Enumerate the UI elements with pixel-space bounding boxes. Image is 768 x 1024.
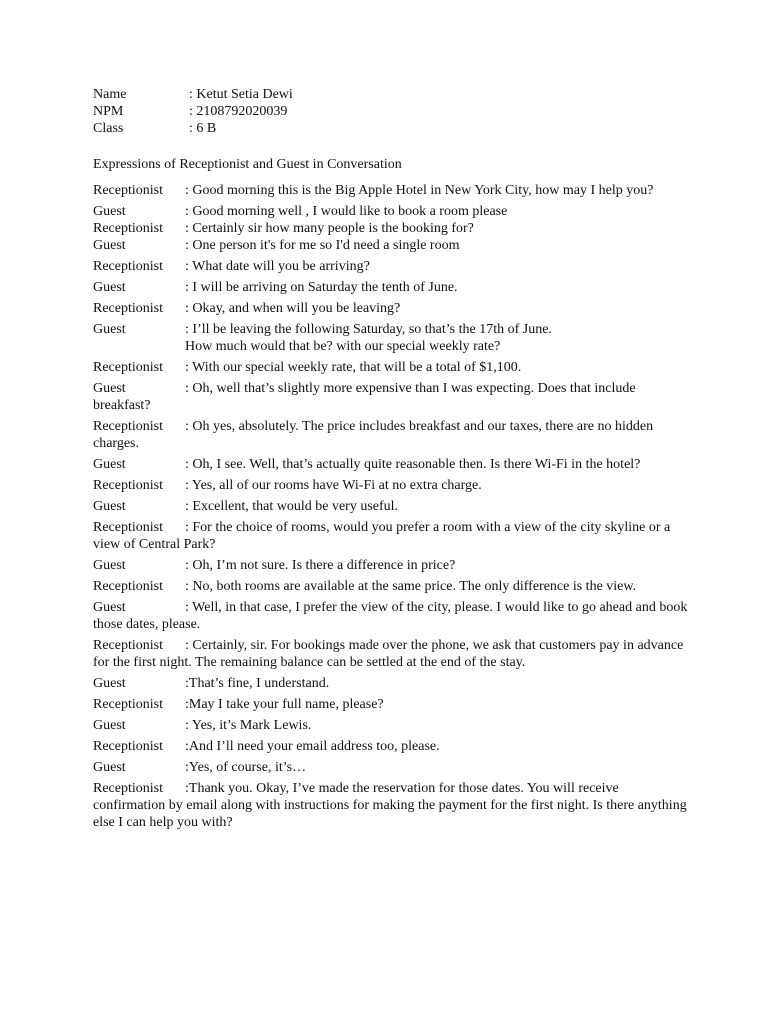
speaker-label: Guest xyxy=(93,322,126,337)
utterance-text: : With our special weekly rate, that will be a total of $1,100. xyxy=(185,360,522,375)
dialogue-turn xyxy=(93,182,693,199)
speaker-label: Guest xyxy=(93,558,126,573)
speaker-label: Receptionist xyxy=(93,739,163,754)
utterance-text: : Certainly sir how many people is the booking for? xyxy=(185,221,474,236)
npm-value: : 2108792020039 xyxy=(189,104,288,119)
speaker-label: Receptionist xyxy=(93,781,163,796)
dialogue-turn xyxy=(93,738,693,755)
dialogue-turn xyxy=(93,759,693,776)
speaker-label: Receptionist xyxy=(93,183,163,198)
conversation xyxy=(93,182,693,831)
utterance-text: : Oh yes, absolutely. The price includes breakfast and our taxes, there are no hidden charges. xyxy=(93,419,654,451)
utterance-continuation: How much would that be? with our special weekly rate? xyxy=(185,339,501,354)
speaker-label: Receptionist xyxy=(93,360,163,375)
speaker-label: Receptionist xyxy=(93,579,163,594)
dialogue-turn xyxy=(93,220,693,237)
utterance-text: : Good morning well , I would like to book a room please xyxy=(185,204,508,219)
utterance-text: : Oh, I’m not sure. Is there a difference in price? xyxy=(185,558,456,573)
speaker-label: Receptionist xyxy=(93,259,163,274)
utterance-text: :That’s fine, I understand. xyxy=(185,676,330,691)
dialogue-turn xyxy=(93,578,693,595)
npm-label: NPM xyxy=(93,104,124,119)
utterance-text: : Oh, well that’s slightly more expensive than I was expecting. Does that include breakfast? xyxy=(93,381,636,413)
dialogue-turn xyxy=(93,418,693,452)
dialogue-turn xyxy=(93,258,693,275)
name-row xyxy=(93,86,693,103)
utterance-text: : No, both rooms are available at the same price. The only difference is the view. xyxy=(185,579,637,594)
npm-row xyxy=(93,103,693,120)
speaker-label: Guest xyxy=(93,204,126,219)
utterance-text: :May I take your full name, please? xyxy=(185,697,384,712)
class-label: Class xyxy=(93,121,124,136)
speaker-label: Guest xyxy=(93,280,126,295)
utterance-text: :And I’ll need your email address too, please. xyxy=(185,739,440,754)
class-row xyxy=(93,120,693,137)
dialogue-turn xyxy=(93,675,693,692)
dialogue-turn xyxy=(93,780,693,831)
speaker-label: Receptionist xyxy=(93,221,163,236)
dialogue-turn xyxy=(93,203,693,220)
speaker-label: Receptionist xyxy=(93,697,163,712)
utterance-text: : One person it's for me so I'd need a single room xyxy=(185,238,460,253)
dialogue-turn xyxy=(93,599,693,633)
dialogue-turn xyxy=(93,477,693,494)
dialogue-turn xyxy=(93,380,693,414)
speaker-label: Receptionist xyxy=(93,520,163,535)
utterance-text: : Yes, it’s Mark Lewis. xyxy=(185,718,312,733)
dialogue-turn xyxy=(93,519,693,553)
dialogue-turn xyxy=(93,637,693,671)
speaker-label: Guest xyxy=(93,457,126,472)
utterance-text: : Yes, all of our rooms have Wi-Fi at no extra charge. xyxy=(185,478,482,493)
speaker-label: Guest xyxy=(93,381,126,396)
dialogue-turn xyxy=(93,237,693,254)
utterance-text: : Oh, I see. Well, that’s actually quite reasonable then. Is there Wi-Fi in the hotel? xyxy=(185,457,641,472)
speaker-label: Guest xyxy=(93,718,126,733)
name-label: Name xyxy=(93,87,127,102)
utterance-text: : Certainly, sir. For bookings made over the phone, we ask that customers pay in advance for the first night. The remaining balance can be settled at the end of the stay. xyxy=(93,638,684,670)
utterance-text: : Excellent, that would be very useful. xyxy=(185,499,399,514)
speaker-label: Guest xyxy=(93,760,126,775)
dialogue-turn xyxy=(93,456,693,473)
speaker-label: Guest xyxy=(93,600,126,615)
utterance-text: : Well, in that case, I prefer the view of the city, please. I would like to go ahead and book those dates, please. xyxy=(93,600,688,632)
utterance-text: : Okay, and when will you be leaving? xyxy=(185,301,401,316)
utterance-text: : I’ll be leaving the following Saturday, so that’s the 17th of June. xyxy=(185,322,552,337)
utterance-text: : Good morning this is the Big Apple Hotel in New York City, how may I help you? xyxy=(185,183,654,198)
dialogue-turn xyxy=(93,300,693,317)
speaker-label: Guest xyxy=(93,238,126,253)
document-title: Expressions of Receptionist and Guest in Conversation xyxy=(93,157,402,172)
class-value: : 6 B xyxy=(189,121,217,136)
utterance-text: :Thank you. Okay, I’ve made the reservation for those dates. You will receive confirmation by email along with instructions for making the payment for the first night. Is there anything else I can help you with? xyxy=(93,781,687,830)
dialogue-turn xyxy=(93,557,693,574)
dialogue-turn xyxy=(93,279,693,296)
speaker-label: Guest xyxy=(93,676,126,691)
utterance-text: : What date will you be arriving? xyxy=(185,259,370,274)
dialogue-turn xyxy=(93,321,693,338)
utterance-text: : I will be arriving on Saturday the tenth of June. xyxy=(185,280,458,295)
document-body xyxy=(93,86,693,835)
dialogue-turn xyxy=(93,717,693,734)
speaker-label: Guest xyxy=(93,499,126,514)
utterance-text: : For the choice of rooms, would you prefer a room with a view of the city skyline or a view of Central Park? xyxy=(93,520,671,552)
speaker-label: Receptionist xyxy=(93,419,163,434)
dialogue-turn xyxy=(93,696,693,713)
dialogue-turn xyxy=(93,359,693,376)
speaker-label: Receptionist xyxy=(93,301,163,316)
speaker-label: Receptionist xyxy=(93,478,163,493)
name-value: : Ketut Setia Dewi xyxy=(189,87,293,102)
dialogue-turn xyxy=(93,498,693,515)
utterance-text: :Yes, of course, it’s… xyxy=(185,760,307,775)
speaker-label: Receptionist xyxy=(93,638,163,653)
